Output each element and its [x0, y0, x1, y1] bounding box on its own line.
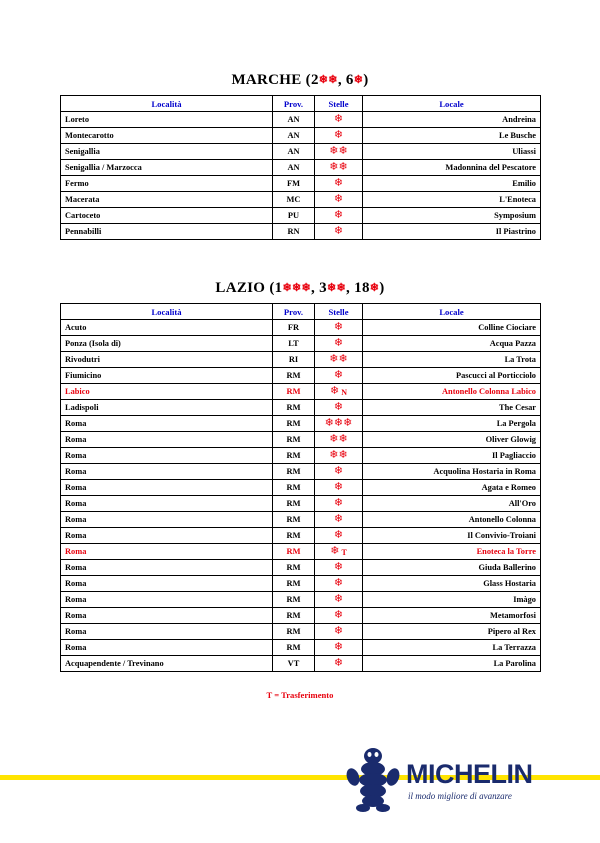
michelin-star-icon: ❄: [333, 529, 344, 541]
michelin-star-icon: ❄: [333, 369, 344, 381]
cell-prov: RM: [273, 464, 315, 480]
cell-localita: Roma: [61, 432, 273, 448]
cell-locale: Antonello Colonna Labico: [363, 384, 541, 400]
page-footer: [0, 753, 600, 843]
michelin-star-icon: ❄: [333, 113, 344, 125]
cell-prov: AN: [273, 160, 315, 176]
cell-prov: RM: [273, 368, 315, 384]
cell-localita: Roma: [61, 592, 273, 608]
michelin-star-icon: ❄: [333, 497, 344, 509]
table-row: [61, 624, 541, 640]
cell-localita: Roma: [61, 480, 273, 496]
table-row: [61, 448, 541, 464]
cell-prov: RM: [273, 624, 315, 640]
cell-locale: Andreina: [363, 112, 541, 128]
cell-locale: Oliver Glowig: [363, 432, 541, 448]
cell-localita: Roma: [61, 576, 273, 592]
cell-prov: AN: [273, 112, 315, 128]
cell-locale: La Trota: [363, 352, 541, 368]
table-lazio: [60, 303, 541, 672]
cell-stelle: [315, 352, 363, 368]
michelin-star-icon: ❄: [329, 353, 339, 365]
table-row: [61, 464, 541, 480]
cell-stelle: [315, 592, 363, 608]
cell-locale: Acqua Pazza: [363, 336, 541, 352]
cell-stelle: [315, 560, 363, 576]
cell-stelle: [315, 160, 363, 176]
cell-localita: Roma: [61, 528, 273, 544]
section-title-lazio: LAZIO (1❄❄❄, 3❄❄, 18❄): [215, 280, 385, 296]
table-row: [61, 176, 541, 192]
cell-prov: VT: [273, 656, 315, 672]
cell-prov: RM: [273, 512, 315, 528]
table-row: [61, 592, 541, 608]
table-row: [61, 608, 541, 624]
michelin-star-icon: ❄: [338, 433, 348, 445]
cell-prov: AN: [273, 144, 315, 160]
cell-prov: RM: [273, 432, 315, 448]
michelin-star-icon: ❄: [333, 641, 344, 653]
column-header-prov: Prov.: [273, 304, 315, 320]
cell-prov: RI: [273, 352, 315, 368]
section-lazio: [60, 280, 540, 700]
cell-prov: RM: [273, 528, 315, 544]
table-marche: [60, 95, 541, 240]
cell-stelle: [315, 208, 363, 224]
michelin-star-icon: ❄: [329, 161, 339, 173]
cell-localita: Acuto: [61, 320, 273, 336]
michelin-star-icon: ❄: [326, 282, 337, 294]
cell-prov: LT: [273, 336, 315, 352]
michelin-star-icon: ❄: [301, 282, 312, 294]
cell-locale: Il Piastrino: [363, 224, 541, 240]
michelin-star-icon: ❄: [330, 385, 340, 397]
cell-suffix: T: [341, 548, 347, 557]
table-header-row: [61, 96, 541, 112]
cell-stelle: [315, 496, 363, 512]
star-count: 3: [319, 280, 327, 296]
michelin-star-icon: ❄: [329, 145, 339, 157]
cell-stelle: [315, 480, 363, 496]
cell-stelle: [315, 656, 363, 672]
cell-prov: RM: [273, 416, 315, 432]
cell-stelle: [315, 640, 363, 656]
cell-stelle: [315, 224, 363, 240]
michelin-star-icon: ❄: [333, 513, 344, 525]
michelin-star-icon: ❄: [333, 193, 344, 205]
cell-localita: Pennabilli: [61, 224, 273, 240]
michelin-star-icon: ❄: [330, 545, 340, 557]
cell-prov: RN: [273, 224, 315, 240]
cell-prov: FM: [273, 176, 315, 192]
cell-locale: Antonello Colonna: [363, 512, 541, 528]
michelin-star-icon: ❄: [333, 577, 344, 589]
michelin-star-icon: ❄: [333, 337, 344, 349]
cell-localita: Acquapendente / Trevinano: [61, 656, 273, 672]
michelin-star-icon: ❄: [333, 561, 344, 573]
column-header-localita: Località: [61, 96, 273, 112]
table-row: [61, 560, 541, 576]
cell-prov: RM: [273, 592, 315, 608]
cell-localita: Roma: [61, 624, 273, 640]
cell-locale: Madonnina del Pescatore: [363, 160, 541, 176]
michelin-tagline: il modo migliore di avanzare: [408, 791, 512, 801]
cell-locale: Symposium: [363, 208, 541, 224]
michelin-star-icon: ❄: [328, 74, 338, 86]
cell-locale: Uliassi: [363, 144, 541, 160]
table-row: [61, 400, 541, 416]
cell-prov: RM: [273, 480, 315, 496]
cell-stelle: [315, 112, 363, 128]
section-title-marche: MARCHE (2❄❄, 6❄): [231, 72, 369, 88]
cell-stelle: [315, 544, 363, 560]
table-row: [61, 544, 541, 560]
cell-stelle: [315, 448, 363, 464]
cell-locale: Metamorfosi: [363, 608, 541, 624]
table-row: [61, 208, 541, 224]
cell-locale: Il Convivio-Troiani: [363, 528, 541, 544]
star-count: 1: [274, 280, 283, 296]
table-row: [61, 144, 541, 160]
cell-stelle: [315, 400, 363, 416]
michelin-star-icon: ❄: [333, 465, 344, 477]
cell-localita: Cartoceto: [61, 208, 273, 224]
michelin-star-icon: ❄: [333, 481, 344, 493]
table-header-row: [61, 304, 541, 320]
michelin-star-icon: ❄: [343, 417, 353, 429]
cell-stelle: [315, 144, 363, 160]
michelin-logo: [338, 753, 558, 815]
cell-stelle: [315, 192, 363, 208]
cell-prov: RM: [273, 448, 315, 464]
legend-note: T = Trasferimento: [266, 690, 334, 700]
cell-localita: Roma: [61, 560, 273, 576]
cell-localita: Senigallia / Marzocca: [61, 160, 273, 176]
cell-localita: Roma: [61, 512, 273, 528]
cell-prov: RM: [273, 400, 315, 416]
cell-suffix: N: [341, 388, 347, 397]
column-header-locale: Locale: [363, 96, 541, 112]
table-row: [61, 368, 541, 384]
table-row: [61, 336, 541, 352]
table-row: [61, 224, 541, 240]
cell-stelle: [315, 384, 363, 400]
column-header-stelle: Stelle: [315, 96, 363, 112]
michelin-star-icon: ❄: [338, 353, 348, 365]
cell-localita: Loreto: [61, 112, 273, 128]
cell-locale: Pipero al Rex: [363, 624, 541, 640]
table-row: [61, 528, 541, 544]
table-row: [61, 656, 541, 672]
cell-prov: RM: [273, 640, 315, 656]
cell-prov: RM: [273, 560, 315, 576]
bibendum-mascot-icon: [344, 747, 402, 813]
cell-stelle: [315, 624, 363, 640]
michelin-star-icon: ❄: [329, 433, 339, 445]
cell-localita: Roma: [61, 608, 273, 624]
michelin-star-icon: ❄: [333, 593, 344, 605]
michelin-star-icon: ❄: [338, 145, 348, 157]
cell-localita: Montecarotto: [61, 128, 273, 144]
cell-prov: RM: [273, 576, 315, 592]
cell-locale: Acquolina Hostaria in Roma: [363, 464, 541, 480]
michelin-star-icon: ❄: [369, 282, 380, 294]
cell-locale: La Terrazza: [363, 640, 541, 656]
michelin-star-icon: ❄: [333, 225, 344, 237]
michelin-star-icon: ❄: [333, 625, 344, 637]
cell-locale: Colline Ciociare: [363, 320, 541, 336]
column-header-stelle: Stelle: [315, 304, 363, 320]
table-row: [61, 128, 541, 144]
michelin-star-icon: ❄: [333, 417, 344, 429]
column-header-localita: Località: [61, 304, 273, 320]
star-count: 2: [310, 72, 319, 88]
table-row: [61, 432, 541, 448]
table-row: [61, 384, 541, 400]
cell-stelle: [315, 464, 363, 480]
cell-localita: Ponza (Isola di): [61, 336, 273, 352]
cell-locale: Enoteca la Torre: [363, 544, 541, 560]
cell-stelle: [315, 576, 363, 592]
cell-localita: Ladispoli: [61, 400, 273, 416]
cell-localita: Roma: [61, 496, 273, 512]
cell-stelle: [315, 320, 363, 336]
table-row: [61, 576, 541, 592]
cell-locale: All'Oro: [363, 496, 541, 512]
cell-stelle: [315, 432, 363, 448]
region-name: LAZIO: [215, 280, 266, 296]
cell-locale: Giuda Ballerino: [363, 560, 541, 576]
star-count: 6: [345, 72, 354, 88]
michelin-star-icon: ❄: [336, 282, 347, 294]
cell-prov: FR: [273, 320, 315, 336]
cell-prov: AN: [273, 128, 315, 144]
cell-localita: Macerata: [61, 192, 273, 208]
table-row: [61, 512, 541, 528]
cell-localita: Fermo: [61, 176, 273, 192]
cell-localita: Roma: [61, 416, 273, 432]
table-row: [61, 352, 541, 368]
cell-prov: RM: [273, 608, 315, 624]
cell-locale: La Parolina: [363, 656, 541, 672]
section-marche: [60, 72, 540, 240]
table-row: [61, 640, 541, 656]
cell-localita: Roma: [61, 448, 273, 464]
cell-localita: Rivodutri: [61, 352, 273, 368]
cell-locale: Emilio: [363, 176, 541, 192]
cell-localita: Roma: [61, 464, 273, 480]
table-row: [61, 496, 541, 512]
cell-stelle: [315, 416, 363, 432]
michelin-star-icon: ❄: [353, 74, 364, 86]
michelin-star-icon: ❄: [333, 657, 344, 669]
cell-prov: MC: [273, 192, 315, 208]
cell-localita: Roma: [61, 544, 273, 560]
cell-locale: L'Enoteca: [363, 192, 541, 208]
cell-locale: Le Busche: [363, 128, 541, 144]
cell-stelle: [315, 128, 363, 144]
column-header-locale: Locale: [363, 304, 541, 320]
cell-locale: Imàgo: [363, 592, 541, 608]
michelin-star-icon: ❄: [333, 177, 344, 189]
cell-localita: Fiumicino: [61, 368, 273, 384]
table-body-lazio: [61, 320, 541, 672]
cell-locale: La Pergola: [363, 416, 541, 432]
cell-locale: Glass Hostaria: [363, 576, 541, 592]
cell-locale: Agata e Romeo: [363, 480, 541, 496]
table-row: [61, 416, 541, 432]
michelin-star-icon: ❄: [333, 321, 344, 333]
table-row: [61, 160, 541, 176]
cell-stelle: [315, 368, 363, 384]
table-row: [61, 320, 541, 336]
cell-localita: Senigallia: [61, 144, 273, 160]
region-name: MARCHE: [231, 72, 302, 88]
cell-stelle: [315, 336, 363, 352]
cell-locale: Pascucci al Porticciolo: [363, 368, 541, 384]
michelin-star-icon: ❄: [333, 609, 344, 621]
michelin-star-icon: ❄: [324, 417, 334, 429]
cell-locale: The Cesar: [363, 400, 541, 416]
cell-localita: Labico: [61, 384, 273, 400]
michelin-star-icon: ❄: [333, 401, 344, 413]
michelin-star-icon: ❄: [338, 449, 348, 461]
michelin-star-icon: ❄: [329, 449, 339, 461]
michelin-star-icon: ❄: [338, 161, 348, 173]
michelin-star-icon: ❄: [333, 209, 344, 221]
michelin-star-icon: ❄: [318, 74, 329, 86]
cell-prov: RM: [273, 496, 315, 512]
table-row: [61, 192, 541, 208]
michelin-star-icon: ❄: [291, 282, 302, 294]
cell-localita: Roma: [61, 640, 273, 656]
michelin-wordmark: MICHELIN: [406, 759, 533, 789]
cell-stelle: [315, 512, 363, 528]
cell-prov: RM: [273, 544, 315, 560]
star-count: 18: [354, 280, 370, 296]
michelin-star-icon: ❄: [282, 282, 292, 294]
cell-stelle: [315, 528, 363, 544]
cell-prov: RM: [273, 384, 315, 400]
cell-stelle: [315, 608, 363, 624]
table-body-marche: [61, 112, 541, 240]
michelin-star-icon: ❄: [333, 129, 344, 141]
table-row: [61, 480, 541, 496]
cell-locale: Il Pagliaccio: [363, 448, 541, 464]
cell-stelle: [315, 176, 363, 192]
table-row: [61, 112, 541, 128]
cell-prov: PU: [273, 208, 315, 224]
column-header-prov: Prov.: [273, 96, 315, 112]
